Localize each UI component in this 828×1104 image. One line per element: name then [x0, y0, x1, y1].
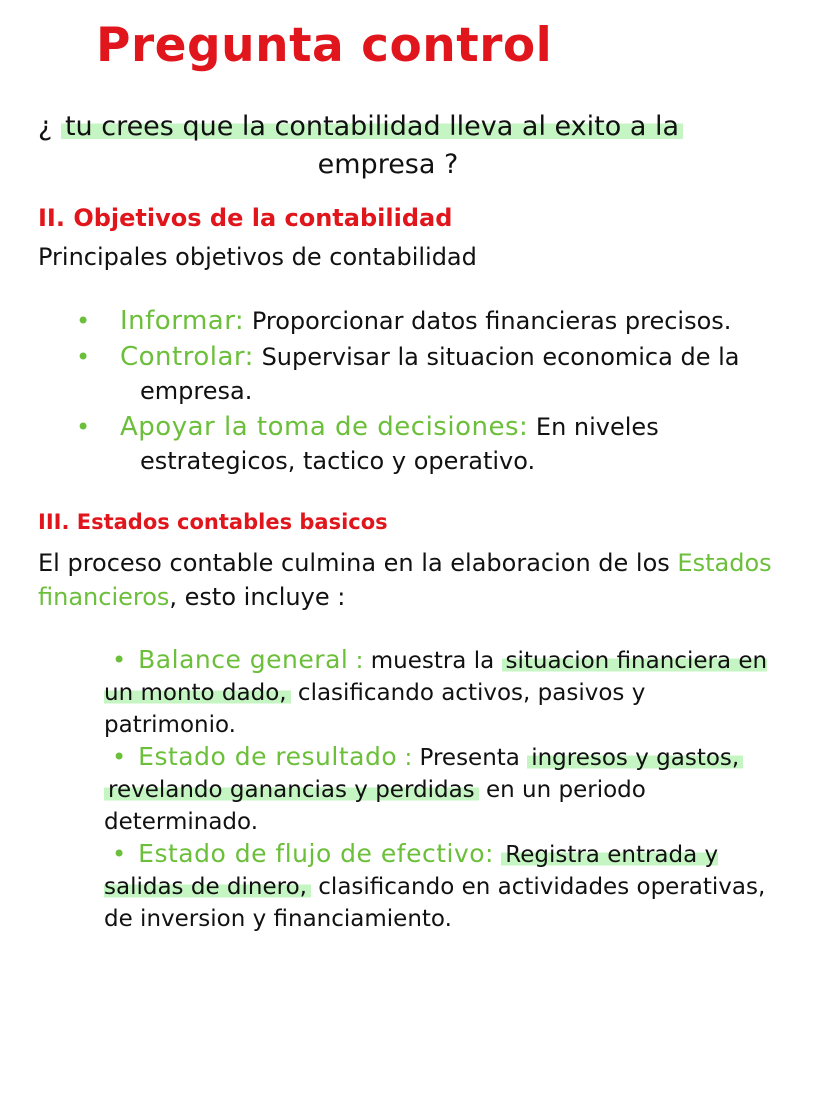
section-3-heading [38, 510, 388, 534]
question-mark: ¿ [38, 111, 53, 142]
statement-term: Estado de flujo de efectivo: [138, 839, 494, 868]
question-line-1 [38, 108, 778, 146]
list-item [104, 741, 784, 838]
objective-description: En niveles estrategicos, tactico y operativo. [140, 413, 659, 475]
objective-term: Informar: [120, 306, 245, 336]
list-item [104, 838, 784, 935]
list-item: • Controlar: Supervisar la situacion economica de la empresa. [76, 342, 740, 405]
objective-description: Proporcionar datos financieras precisos. [251, 307, 732, 335]
statement-separator: : [404, 745, 413, 771]
statement-term: Balance general [138, 645, 349, 674]
statement-highlight: ingresos y gastos, [527, 745, 743, 771]
list-item [104, 644, 784, 741]
statement-separator: : [355, 648, 364, 674]
statement-highlight: situacion financiera en un monto dado, [104, 648, 768, 706]
statement-text: Presenta [419, 745, 520, 771]
objective-description: Supervisar la situacion economica de la empresa. [140, 343, 740, 405]
statement-text-end: en un periodo determinado. [104, 777, 646, 835]
list-item: • Apoyar la toma de decisiones: En niveles estrategicos, tactico y operativo. [76, 412, 659, 475]
section-2-heading [38, 204, 452, 232]
question [38, 108, 778, 184]
bullet-dot-icon: • [112, 743, 127, 771]
objectives-list [76, 304, 798, 480]
bullet-dot-icon: • [112, 646, 127, 674]
section-2-intro: Principales objetivos de contabilidad [38, 243, 477, 271]
question-text-highlight: tu crees que la contabilidad lleva al exito a la [61, 111, 683, 142]
statement-highlight: Registra entrada y salidas de dinero, [104, 842, 719, 900]
section-2-numeral: II. [38, 204, 65, 232]
section-2-title: Objetivos de la contabilidad [73, 204, 453, 232]
statement-term: Estado de resultado [138, 742, 398, 771]
question-line-2: empresa ? [317, 149, 459, 180]
statement-text-end: clasificando activos, pasivos y patrimonio. [104, 680, 646, 738]
objective-term: Apoyar la toma de decisiones: [120, 412, 529, 442]
section-3-intro-text: El proceso contable culmina en la elaboracion de los [38, 549, 670, 577]
statements-list [104, 644, 784, 935]
section-3-intro-keyword: Estados financieros [38, 549, 772, 611]
section-3-numeral: III. [38, 510, 70, 534]
section-3-title: Estados contables basicos [76, 510, 388, 534]
statement-text: muestra la [370, 648, 495, 674]
section-3-intro [38, 546, 778, 614]
section-3-intro-end: , esto incluye : [169, 583, 346, 611]
objective-term: Controlar: [120, 342, 254, 372]
statement-highlight-2: revelando ganancias y perdidas [104, 777, 479, 803]
list-item: • Informar: Proporcionar datos financieras precisos. [76, 306, 732, 336]
bullet-dot-icon: • [112, 840, 127, 868]
statement-text-end: clasificando en actividades operativas, de inversion y financiamiento. [104, 874, 766, 932]
page-title: Pregunta control [96, 18, 553, 73]
